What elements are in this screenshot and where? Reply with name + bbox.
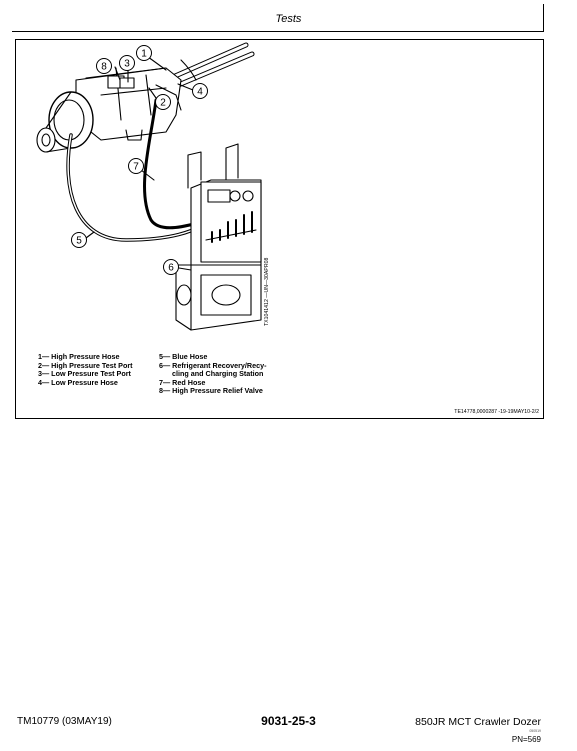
callout-7 bbox=[129, 159, 144, 174]
callout-3-label: 3 bbox=[124, 58, 130, 70]
footer-manual-id: TM10779 (03MAY19) bbox=[17, 716, 112, 727]
footer-page-number: 9031-25-3 bbox=[261, 714, 316, 728]
legend-item: 7— Red Hose bbox=[159, 377, 206, 387]
footer-machine-name: 850JR MCT Crawler Dozer bbox=[415, 716, 541, 728]
callout-6 bbox=[164, 260, 179, 275]
figure-frame bbox=[15, 39, 544, 419]
legend-item: 4— Low Pressure Hose bbox=[38, 377, 118, 387]
callout-4-label: 4 bbox=[197, 86, 203, 98]
header-title: Tests bbox=[275, 13, 302, 25]
legend-item: 1— High Pressure Hose bbox=[38, 352, 120, 361]
callout-5-label: 5 bbox=[76, 235, 82, 247]
callout-4 bbox=[193, 84, 208, 99]
callout-2-label: 2 bbox=[160, 97, 166, 109]
callout-7-label: 7 bbox=[133, 161, 139, 173]
callout-2 bbox=[156, 95, 171, 110]
legend-right bbox=[159, 353, 266, 396]
figure-reference-code: TE14778,0000287 -19-19MAY10-2/2 bbox=[454, 409, 539, 415]
legend-item: 2— High Pressure Test Port bbox=[38, 360, 133, 370]
legend-item: 6— Refrigerant Recovery/Recy- bbox=[159, 360, 267, 370]
header-vertical-rule bbox=[543, 4, 544, 32]
legend-left bbox=[38, 353, 133, 387]
legend-item: 3— Low Pressure Test Port bbox=[38, 369, 131, 379]
footer-pn: PN=569 bbox=[511, 735, 541, 744]
legend-item: cling and Charging Station bbox=[172, 369, 264, 379]
footer-mini-code: 050519 bbox=[529, 729, 541, 733]
header-rule bbox=[12, 31, 543, 32]
legend-item: 5— Blue Hose bbox=[159, 352, 208, 361]
figure-side-code: TX1041412 —UN—30APR08 bbox=[264, 257, 270, 326]
callout-3 bbox=[120, 56, 135, 71]
callout-1 bbox=[137, 46, 152, 61]
legend-item: 8— High Pressure Relief Valve bbox=[159, 386, 263, 396]
callout-8-label: 8 bbox=[101, 61, 107, 73]
callout-5 bbox=[72, 233, 87, 248]
callout-6-label: 6 bbox=[168, 262, 174, 274]
callout-8 bbox=[97, 59, 112, 74]
callout-1-label: 1 bbox=[141, 48, 147, 60]
